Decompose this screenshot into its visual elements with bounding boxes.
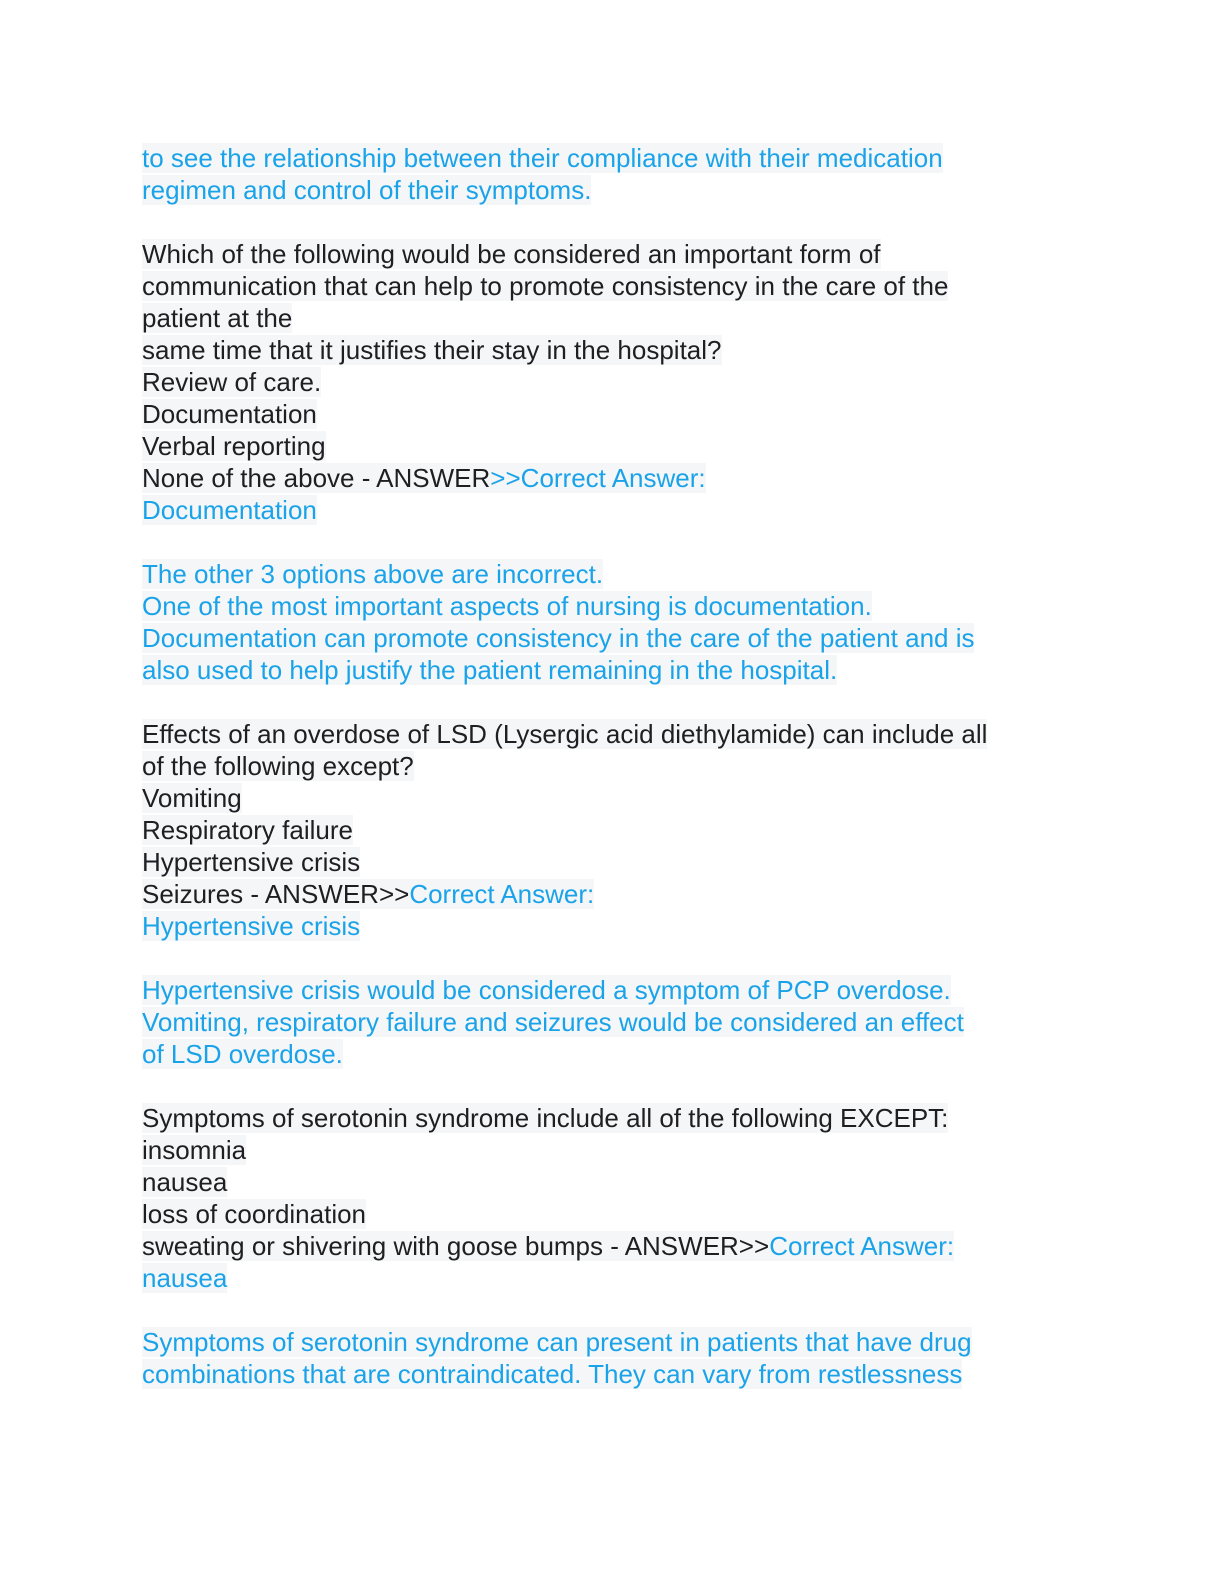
blank-line [142, 526, 1062, 558]
text-line [142, 878, 1062, 910]
question-text: Hypertensive crisis [142, 847, 361, 877]
text-line [142, 846, 1062, 878]
answer-text: Hypertensive crisis would be considered a symptom of PCP overdose. [142, 975, 951, 1005]
question-text: communication that can help to promote consistency in the care of the [142, 271, 949, 301]
answer-text: Vomiting, respiratory failure and seizures would be considered an effect [142, 1007, 964, 1037]
text-line [142, 1166, 1062, 1198]
text-line [142, 430, 1062, 462]
answer-text: Symptoms of serotonin syndrome can present in patients that have drug [142, 1327, 972, 1357]
text-line [142, 590, 1062, 622]
blank-line [142, 1070, 1062, 1102]
answer-text: >>Correct Answer: [490, 463, 706, 493]
question-text: Vomiting [142, 783, 242, 813]
text-line [142, 1134, 1062, 1166]
answer-text: combinations that are contraindicated. They can vary from restlessness [142, 1359, 963, 1389]
answer-text: Documentation can promote consistency in the care of the patient and is [142, 623, 975, 653]
question-text: Respiratory failure [142, 815, 353, 845]
text-line [142, 1102, 1062, 1134]
question-text: None of the above - ANSWER [142, 463, 491, 493]
question-text: same time that it justifies their stay in the hospital? [142, 335, 722, 365]
text-line [142, 814, 1062, 846]
question-text: Verbal reporting [142, 431, 326, 461]
question-text: Seizures - ANSWER>> [142, 879, 410, 909]
answer-text: nausea [142, 1263, 228, 1293]
text-line [142, 366, 1062, 398]
answer-text: regimen and control of their symptoms. [142, 175, 592, 205]
text-line [142, 238, 1062, 270]
text-line [142, 910, 1062, 942]
text-line [142, 622, 1062, 654]
text-line [142, 302, 1062, 334]
question-text: Documentation [142, 399, 317, 429]
text-line [142, 750, 1062, 782]
question-text: Effects of an overdose of LSD (Lysergic acid diethylamide) can include all [142, 719, 988, 749]
question-text: of the following except? [142, 751, 414, 781]
question-text: sweating or shivering with goose bumps - ANSWER>> [142, 1231, 770, 1261]
text-line [142, 1198, 1062, 1230]
blank-line [142, 942, 1062, 974]
question-text: nausea [142, 1167, 228, 1197]
text-line [142, 1006, 1062, 1038]
question-text: loss of coordination [142, 1199, 367, 1229]
answer-text: Hypertensive crisis [142, 911, 361, 941]
text-line [142, 1358, 1062, 1390]
text-line [142, 462, 1062, 494]
text-line [142, 174, 1062, 206]
text-line [142, 1230, 1062, 1262]
blank-line [142, 1294, 1062, 1326]
text-line [142, 334, 1062, 366]
text-line [142, 1262, 1062, 1294]
answer-text: of LSD overdose. [142, 1039, 343, 1069]
text-line [142, 718, 1062, 750]
text-line [142, 558, 1062, 590]
text-line [142, 398, 1062, 430]
text-line [142, 142, 1062, 174]
answer-text: The other 3 options above are incorrect. [142, 559, 604, 589]
text-line [142, 270, 1062, 302]
answer-text: also used to help justify the patient remaining in the hospital. [142, 655, 838, 685]
text-line [142, 494, 1062, 526]
document-page [142, 142, 1062, 1390]
question-text: Review of care. [142, 367, 322, 397]
text-line [142, 782, 1062, 814]
text-line [142, 1038, 1062, 1070]
question-text: patient at the [142, 303, 293, 333]
text-line [142, 654, 1062, 686]
answer-text: One of the most important aspects of nursing is documentation. [142, 591, 872, 621]
question-text: insomnia [142, 1135, 247, 1165]
text-line [142, 974, 1062, 1006]
question-text: Which of the following would be considered an important form of [142, 239, 881, 269]
answer-text: Correct Answer: [409, 879, 595, 909]
question-text: Symptoms of serotonin syndrome include all of the following EXCEPT: [142, 1103, 949, 1133]
blank-line [142, 206, 1062, 238]
text-line [142, 1326, 1062, 1358]
answer-text: to see the relationship between their compliance with their medication [142, 143, 943, 173]
answer-text: Documentation [142, 495, 317, 525]
blank-line [142, 686, 1062, 718]
answer-text: Correct Answer: [769, 1231, 955, 1261]
